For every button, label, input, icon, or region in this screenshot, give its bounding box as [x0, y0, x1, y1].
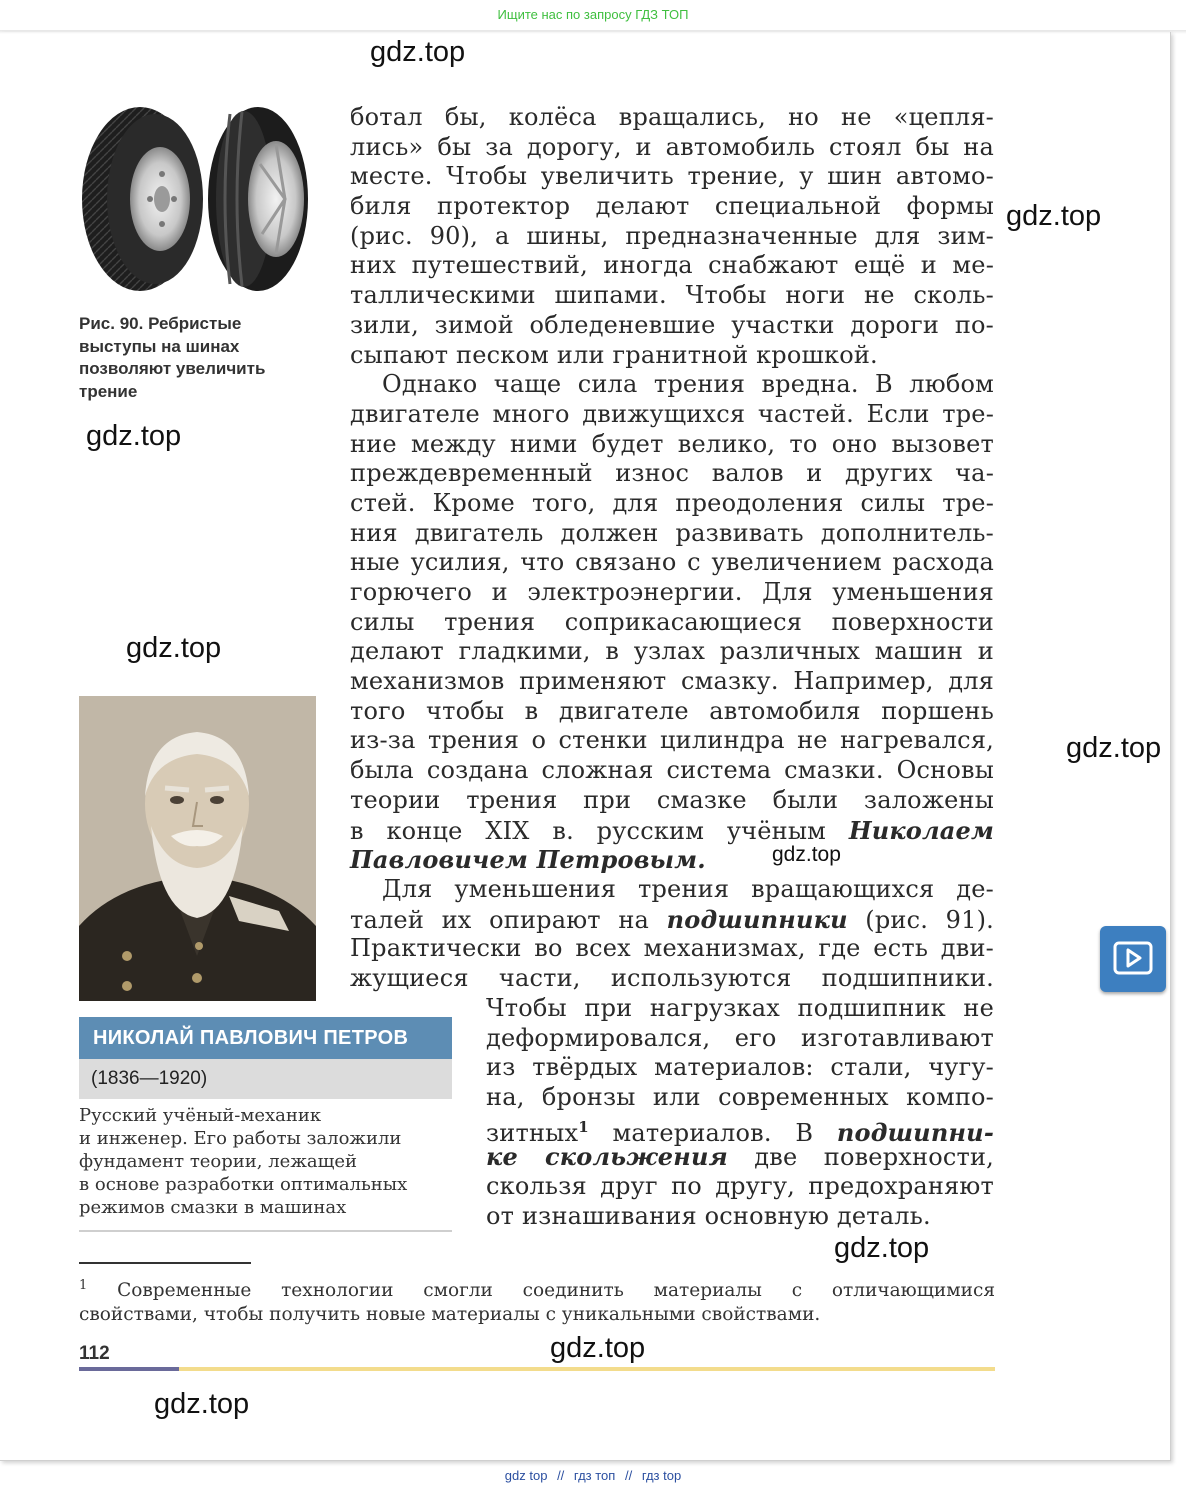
text-line: Для уменьшения трения вращающихся де-	[382, 874, 994, 903]
text-line: двигателе много движущихся частей. Если тре-	[350, 399, 994, 428]
link-separator: //	[624, 1468, 633, 1483]
text-line: зили, зимой обледеневшие участки дороги по-	[350, 310, 994, 339]
text-line: лись» бы за дорогу, и автомобиль стоял бы на	[350, 132, 994, 161]
text-run: в конце XIX в. русским учёным	[350, 816, 827, 845]
text-run: две поверхности,	[754, 1143, 994, 1172]
bio-line: в основе разработки оптимальных	[79, 1174, 408, 1195]
bottom-links	[0, 1468, 1186, 1483]
watermark: gdz.top	[86, 420, 182, 452]
bio-years: (1836—1920)	[79, 1059, 452, 1099]
text-line: скользя друг по другу, предохраняют	[486, 1172, 994, 1201]
text-line: от изнашивания основную деталь.	[486, 1201, 931, 1230]
narrow-text	[486, 994, 994, 1232]
text-run: материалов. В	[612, 1118, 814, 1147]
footnote-marker: 1	[578, 1117, 589, 1136]
text-line: деформировался, его изготавливают	[486, 1023, 994, 1052]
caption-line: Ребристые	[148, 314, 242, 333]
text-line: месте. Чтобы увеличить трение, у шин автомо-	[350, 162, 994, 191]
emphasis-term: подшипники	[666, 904, 848, 934]
text-line: из-за трения о стенки цилиндра не нагревался,	[350, 726, 994, 755]
footnote-line: свойствами, чтобы получить новые материалы с уникальными свойствами.	[79, 1304, 821, 1326]
text-line: Практически во всех механизмах, где есть дви-	[350, 934, 994, 963]
text-line: ботал бы, колёса вращались, но не «цепля-	[350, 103, 994, 131]
text-line	[486, 1113, 994, 1147]
text-line: на, бронзы или современных компо-	[486, 1083, 994, 1112]
text-line: механизмов применяют смазку. Например, для	[350, 667, 994, 696]
text-line: сыпают песком или гранитной крошкой.	[350, 340, 878, 369]
text-run: (рис. 91).	[865, 905, 994, 934]
text-line: ные усилия, что связано с увеличением расхода	[350, 548, 994, 577]
top-banner[interactable]: Ищите нас по запросу ГДЗ ТОП	[497, 7, 689, 22]
caption-line: трение	[79, 381, 138, 401]
portrait-petrov	[79, 696, 316, 1001]
emphasis-term: Николаем	[848, 815, 994, 845]
text-line	[350, 845, 994, 875]
bio-line: фундамент теории, лежащей	[79, 1151, 357, 1172]
footnote-line	[79, 1274, 995, 1303]
text-line: них путешествий, иногда снабжают ещё и ме-	[350, 251, 994, 280]
text-line: преждевременный износ валов и других ча-	[350, 459, 994, 488]
text-line: ние между ними будет велико, то оно вызовет	[350, 429, 994, 458]
watermark: gdz.top	[1066, 732, 1162, 764]
page-bar-yellow	[179, 1367, 995, 1371]
figure-label: Рис. 90.	[79, 314, 144, 333]
text-line	[350, 816, 994, 846]
footnote-marker: 1	[79, 1278, 88, 1293]
text-line: Чтобы при нагрузках подшипник не	[486, 994, 994, 1022]
text-line: ния двигатель должен развивать дополнитель-	[350, 518, 994, 547]
bio-line: Русский учёный-механик	[79, 1105, 322, 1126]
bio-line: и инженер. Его работы заложили	[79, 1128, 402, 1149]
emphasis-term: подшипни-	[836, 1117, 994, 1147]
text-line: того чтобы в двигателе автомобиля поршень	[350, 696, 994, 725]
bio-line: режимов смазки в машинах	[79, 1197, 347, 1218]
text-line: стей. Кроме того, для преодоления силы тре-	[350, 488, 994, 517]
text-line: Однако чаще сила трения вредна. В любом	[382, 370, 994, 399]
emphasis-term: ке скольжения	[486, 1142, 728, 1172]
tires-illustration	[80, 104, 320, 294]
text-line: теории трения при смазке были заложены	[350, 785, 994, 814]
watermark: gdz.top	[550, 1332, 646, 1364]
caption-line: выступы на шинах	[79, 336, 240, 356]
watermark: gdz.top	[834, 1232, 930, 1264]
watermark: gdz.top	[154, 1388, 250, 1420]
watermark: gdz.top	[1006, 200, 1102, 232]
text-line	[486, 1142, 994, 1172]
bio-name-bar: НИКОЛАЙ ПАВЛОВИЧ ПЕТРОВ	[79, 1017, 452, 1059]
watermark: gdz.top	[772, 843, 841, 866]
text-run: талей их опирают на	[350, 905, 650, 934]
caption-line: позволяют увеличить	[79, 359, 266, 378]
text-line: жущиеся части, используются подшипники.	[350, 963, 994, 992]
text-line: горючего и электроэнергии. Для уменьшения	[350, 578, 994, 606]
bottom-link[interactable]: гдз top	[641, 1468, 682, 1483]
text-run: зитных	[486, 1118, 579, 1147]
footnote	[79, 1274, 995, 1327]
emphasis-term: Павловичем Петровым.	[350, 845, 706, 875]
play-video-button[interactable]	[1100, 926, 1166, 992]
text-line: делают гладкими, в узлах различных машин и	[350, 637, 994, 666]
text-line: (рис. 90), а шины, предназначенные для зим-	[350, 221, 994, 250]
text-line: была создана сложная система смазки. Основы	[350, 756, 994, 785]
text-line: таллическими шипами. Чтобы ноги не сколь-	[350, 281, 994, 310]
text-line: силы трения соприкасающиеся поверхности	[350, 607, 994, 636]
page-number: 112	[79, 1343, 110, 1364]
page-bar-blue	[79, 1367, 179, 1371]
bio-divider	[79, 1230, 452, 1232]
play-icon	[1100, 926, 1166, 992]
text-run: Современные технологии смогли соединить материалы с отличающимися	[117, 1280, 995, 1302]
text-line: биля протектор делают специальной формы	[350, 192, 994, 221]
bottom-link[interactable]: гдз топ	[573, 1468, 616, 1483]
figure-caption	[79, 313, 329, 403]
footnote-divider	[79, 1262, 251, 1264]
bio-text	[79, 1104, 454, 1219]
bottom-link[interactable]: gdz top	[504, 1468, 548, 1483]
main-text	[350, 103, 994, 994]
text-line	[350, 905, 994, 935]
watermark: gdz.top	[370, 36, 466, 68]
link-separator: //	[557, 1468, 565, 1483]
text-line: из твёрдых материалов: стали, чугу-	[486, 1053, 994, 1082]
watermark: gdz.top	[126, 632, 222, 664]
